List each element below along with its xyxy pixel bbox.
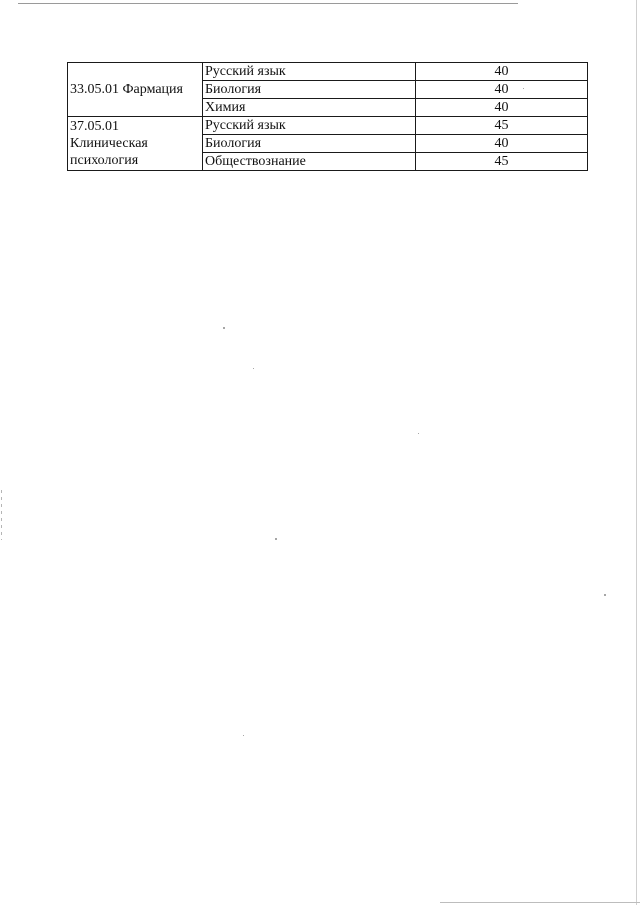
scan-edge-left [1,490,2,540]
score-value: 45 [494,118,509,133]
scan-edge-top [18,3,518,4]
subject-name: Биология [205,82,262,97]
score-value: 40 [494,82,509,97]
scan-speck [604,594,606,596]
scan-speck [243,735,244,736]
program-name: 33.05.01 Фармация [70,82,183,97]
score-cell [416,135,588,153]
scan-speck [223,327,225,329]
score-cell [416,153,588,171]
subject-cell [203,81,416,99]
subject-cell [203,63,416,81]
subject-name: Русский язык [205,118,286,133]
subject-name: Биология [205,136,262,151]
subject-cell [203,117,416,135]
subject-name: Химия [205,100,246,115]
scan-edge-right [636,0,637,905]
score-value: 40 [494,64,509,79]
scan-edge-bottom [440,902,640,903]
score-cell [416,81,588,99]
scan-speck [418,433,419,434]
minimum-scores-table [67,62,588,171]
program-code: 37.05.01 [70,119,119,134]
scan-speck [253,368,254,369]
score-cell [416,99,588,117]
score-cell [416,117,588,135]
subject-name: Русский язык [205,64,286,79]
program-cell [68,63,203,117]
program-cell [68,117,203,171]
table-row [68,63,588,81]
score-value: 40 [494,136,509,151]
table-row [68,117,588,135]
program-name-line: психология [70,153,139,168]
program-name-line: Клиническая [70,136,148,151]
subject-cell [203,135,416,153]
subject-cell [203,99,416,117]
scan-speck [275,538,277,540]
subject-cell [203,153,416,171]
subject-name: Обществознание [205,154,306,169]
score-value: 40 [494,100,509,115]
score-value: 45 [494,154,509,169]
score-cell [416,63,588,81]
